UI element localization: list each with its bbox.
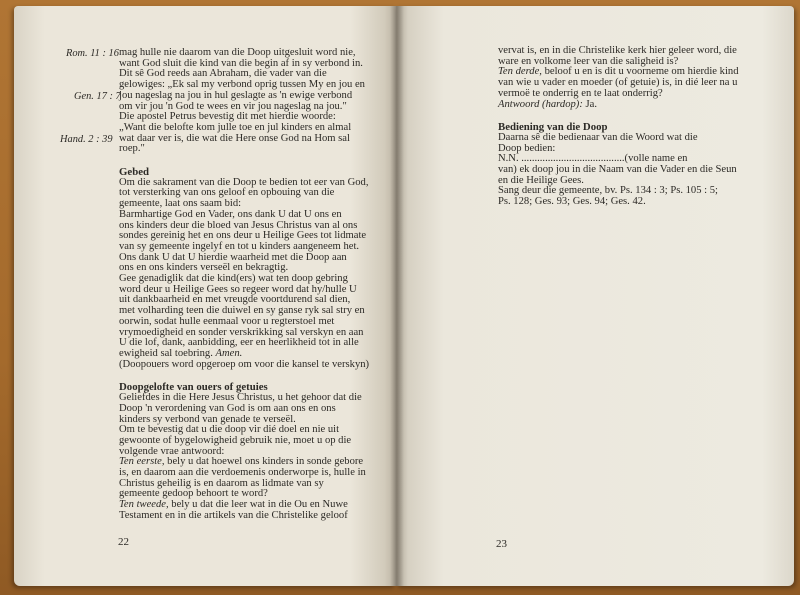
text-line: Dit sê God reeds aan Abraham, die vader van die <box>119 68 327 80</box>
text-line: gemeente gedoop behoort te word? <box>119 488 268 500</box>
text-line: Doop 'n verordening van God is om aan ons en ons <box>119 402 336 414</box>
antwoord-label: Antwoord (hardop): <box>498 98 583 110</box>
text-line: uit dankbaarheid en met vreugde voortdurend sal dien, <box>119 294 351 306</box>
ten-tweede-label: Ten tweede, <box>119 499 169 511</box>
text-line: U die lof, dank, aanbidding, eer en heerlikheid tot in alle <box>119 337 359 349</box>
text-line: ons en ons kinders verseël en bekragtig. <box>119 262 289 274</box>
section-heading-bediening: Bediening van die Doop <box>498 121 608 134</box>
text-line: gemeente, laat ons saam bid: <box>119 198 242 210</box>
text-line: om vir jou 'n God te wees en vir jou nageslag na jou." <box>119 100 347 112</box>
text-span: ewigheid sal toebring. <box>119 347 213 359</box>
text-line: Christus geheilig is en daarom as lidmate van sy <box>119 477 324 489</box>
text-line: Om die sakrament van die Doop te bedien tot eer van God, <box>119 176 369 188</box>
text-line <box>498 100 743 111</box>
antwoord-value: Ja. <box>582 98 597 110</box>
text-line: tot versterking van ons geloof en opbouing van die <box>119 187 335 199</box>
text-line: Testament en in die artikels van die Christelike geloof <box>119 509 348 521</box>
text-span: bely u dat hoewel ons kinders in sonde gebore <box>164 456 364 468</box>
text-line: volgende vrae antwoord: <box>119 445 225 457</box>
text-line: Om te bevestig dat u die doop vir dié doel en nie uit <box>119 424 340 436</box>
text-line: oorwin, sodat hulle eenmaal voor u regterstoel met <box>119 315 335 327</box>
text-line: met volharding teen die duiwel en sy ganse ryk sal stry en <box>119 305 365 317</box>
text-line: van wie u vader en moeder (of getuie) is, in dié leer na u <box>498 77 738 89</box>
text-line: ons kinders deur die bloed van Jesus Christus van al ons <box>119 219 358 231</box>
text-line: gelowiges: „Ek sal my verbond oprig tussen My en jou en <box>119 79 365 91</box>
bediening-paragraph <box>498 133 743 208</box>
right-text-column <box>498 46 743 208</box>
open-book <box>14 6 794 586</box>
text-line: word deur u Heilige Gees so regeer word dat hy/hulle U <box>119 283 357 295</box>
ten-eerste-label: Ten eerste, <box>119 456 165 468</box>
left-page <box>14 6 396 586</box>
text-line: Daarna sê die bedienaar van die Woord wat die <box>498 131 698 143</box>
text-line: Barmhartige God en Vader, ons dank U dat U ons en <box>119 208 342 220</box>
text-line: Die apostel Petrus bevestig dit met hierdie woorde: <box>119 111 336 123</box>
text-span: beloof u en is dit u voorneme om hierdie kind <box>541 66 739 78</box>
scripture-ref-hand: Hand. 2 : 39 <box>60 134 113 145</box>
text-line: Ps. 128; Ges. 93; Ges. 94; Ges. 42. <box>498 196 646 208</box>
text-line: ware en volkome leer van die saligheid is? <box>498 55 679 67</box>
text-line: „Want die belofte kom julle toe en jul kinders en almal <box>119 121 352 133</box>
scripture-ref-rom: Rom. 11 : 16 <box>66 48 119 59</box>
section-heading-doopgelofte: Doopgelofte van ouers of getuies <box>119 381 268 394</box>
doopouers-note: (Doopouers word opgeroep om voor die kansel te verskyn) <box>119 358 370 370</box>
text-line: Geliefdes in die Here Jesus Christus, u het gehoor dat die <box>119 392 362 404</box>
intro-paragraph <box>119 48 379 155</box>
text-line: sondes gereinig het en ons deur u Heilige Gees tot lidmate <box>119 230 367 242</box>
ten-derde-label: Ten derde, <box>498 66 542 78</box>
section-heading-gebed: Gebed <box>119 166 149 179</box>
page-number-right: 23 <box>496 538 507 550</box>
scripture-ref-gen: Gen. 17 : 7 <box>74 91 121 102</box>
text-line: wat daar ver is, die wat die Here onse God na Hom sal <box>119 132 350 144</box>
text-line: en die Heilige Gees. <box>498 174 584 186</box>
book-gutter <box>390 6 404 586</box>
text-line: Sang deur die gemeente, bv. Ps. 134 : 3; Ps. 105 : 5; <box>498 185 718 197</box>
amen-word: Amen. <box>215 347 243 359</box>
left-text-column <box>119 48 379 522</box>
text-line: Doop bedien: <box>498 142 556 154</box>
page-number-left: 22 <box>118 536 129 548</box>
text-line: Ons dank U dat U hierdie waarheid met die Doop aan <box>119 251 347 263</box>
text-line: is, en daarom aan die verdoemenis onderworpe is, hulle in <box>119 467 366 479</box>
text-line: N.N. .......................................(volle name en <box>498 153 688 165</box>
text-line: vervat is, en in die Christelike kerk hier geleer word, die <box>498 45 737 56</box>
text-line: vermoë te onderrig en te laat onderrig? <box>498 87 663 99</box>
text-line: van) ek doop jou in die Naam van die Vader en die Seun <box>498 164 737 176</box>
text-line: jou nageslag na jou in hul geslagte as 'n ewige verbond <box>119 89 353 101</box>
text-span: bely u dat die leer wat in die Ou en Nuwe <box>168 499 348 511</box>
text-line: kinders sy verbond van genade te verseël. <box>119 413 296 425</box>
text-line: want God sluit die kind van die begin af in sy verbond in. <box>119 57 363 69</box>
gebed-paragraph <box>119 178 379 371</box>
text-line: van sy gemeente ingelyf en tot u kinders aangeneem het. <box>119 240 360 252</box>
text-line: roep." <box>119 143 145 155</box>
text-line: gewoonte of bygelowigheid gebruik nie, moet u op die <box>119 434 352 446</box>
text-line: mag hulle nie daarom van die Doop uitgesluit word nie, <box>119 47 356 58</box>
text-line: Gee genadiglik dat die kind(ers) wat ten doop gebring <box>119 273 348 285</box>
right-page <box>396 6 794 586</box>
text-line: vrymoedigheid en sonder verskrikking sal verskyn en aan <box>119 326 364 338</box>
gelofte-paragraph <box>119 393 379 521</box>
